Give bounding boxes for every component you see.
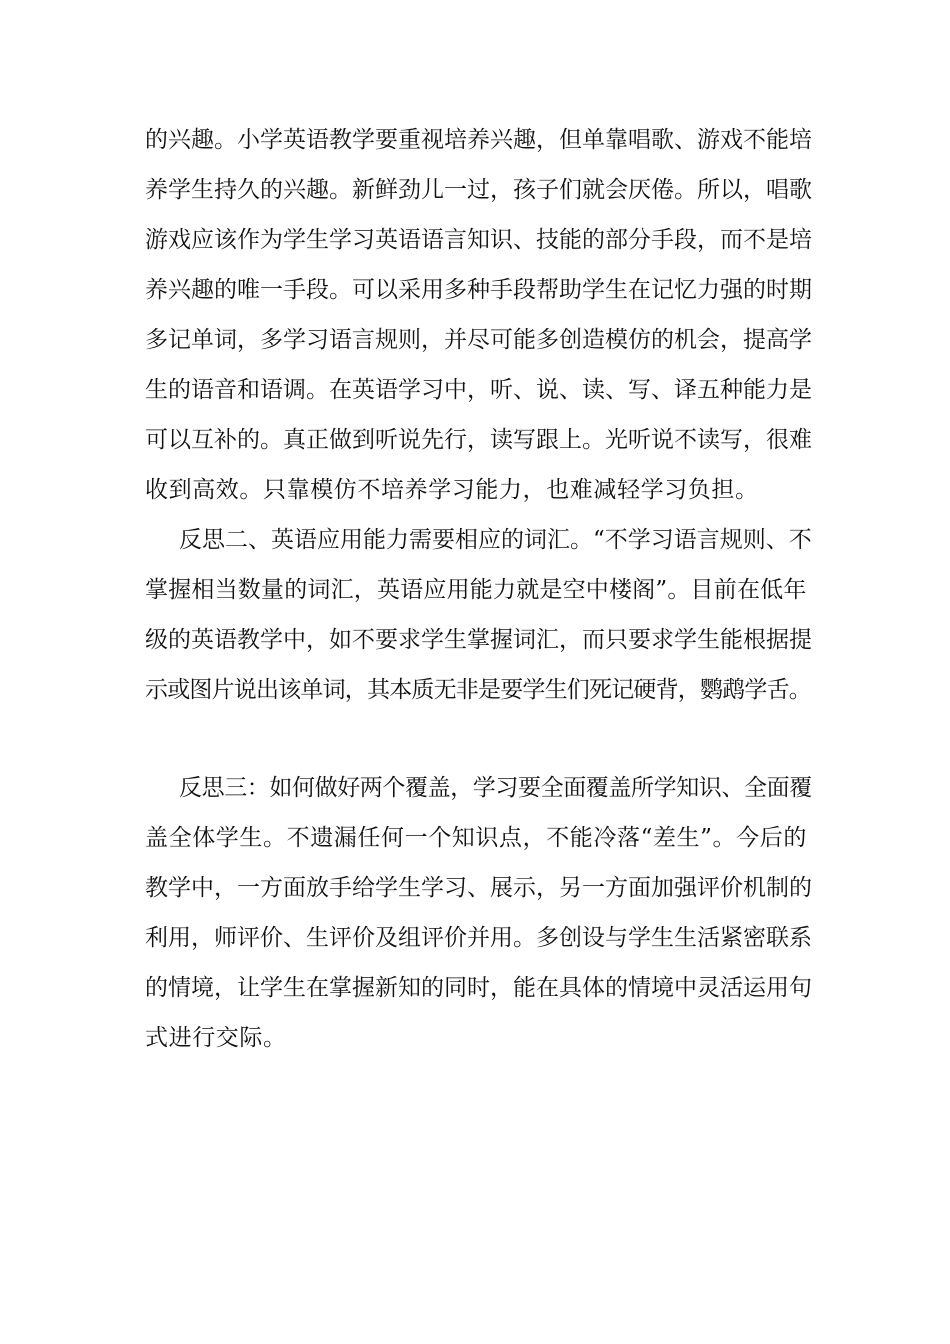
text-line: 的兴趣。小学英语教学要重视培养兴趣，但单靠唱歌、游戏不能培 [145, 127, 812, 153]
text-line: 养学生持久的兴趣。新鲜劲儿一过，孩子们就会厌倦。所以，唱歌 [145, 177, 812, 203]
text-line: 盖全体学生。不遗漏任何一个知识点，不能冷落“差生”。今后的 [145, 825, 807, 851]
text-line: 可以互补的。真正做到听说先行，读写跟上。光听说不读写，很难 [145, 427, 812, 453]
text-line: 养兴趣的唯一手段。可以采用多种手段帮助学生在记忆力强的时期 [145, 277, 812, 303]
text-line: 的情境，让学生在掌握新知的同时，能在具体的情境中灵活运用句 [145, 975, 812, 1001]
text-line: 级的英语教学中，如不要求学生掌握词汇，而只要求学生能根据提 [145, 627, 812, 653]
text-line: 教学中，一方面放手给学生学习、展示，另一方面加强评价机制的 [145, 875, 812, 901]
text-line: 反思三：如何做好两个覆盖，学习要全面覆盖所学知识、全面覆 [179, 775, 812, 801]
text-line: 收到高效。只靠模仿不培养学习能力，也难减轻学习负担。 [145, 477, 759, 503]
text-line: 利用，师评价、生评价及组评价并用。多创设与学生生活紧密联系 [145, 925, 812, 951]
text-line: 生的语音和语调。在英语学习中，听、说、读、写、译五种能力是 [145, 377, 812, 403]
text-line: 多记单词，多学习语言规则，并尽可能多创造模仿的机会，提高学 [145, 327, 812, 353]
text-line: 掌握相当数量的词汇，英语应用能力就是空中楼阁”。目前在低年 [145, 577, 807, 603]
text-line: 式进行交际。 [145, 1025, 287, 1051]
text-line: 示或图片说出该单词，其本质无非是要学生们死记硬背，鹦鹉学舌。 [145, 677, 812, 703]
text-line: 反思二、英语应用能力需要相应的词汇。“不学习语言规则、不 [179, 527, 812, 553]
text-line: 游戏应该作为学生学习英语语言知识、技能的部分手段，而不是培 [145, 227, 812, 253]
